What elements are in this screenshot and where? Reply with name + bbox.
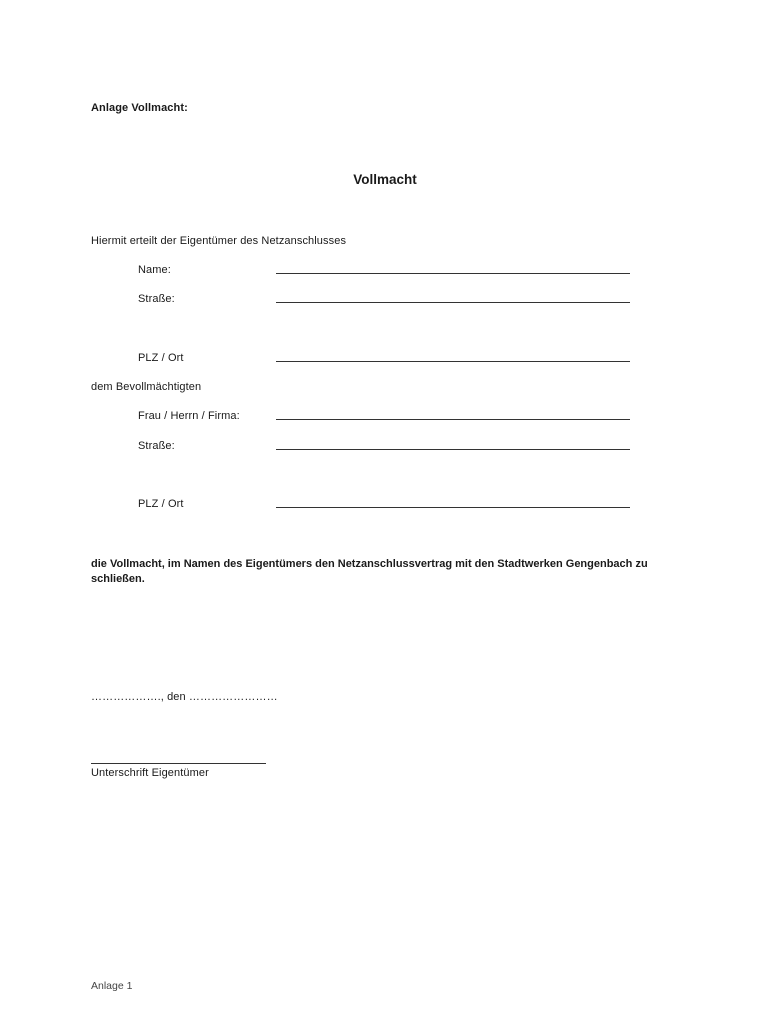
page-footer: Anlage 1 xyxy=(91,980,133,992)
agent-city-line xyxy=(276,507,630,508)
annex-heading: Anlage Vollmacht: xyxy=(91,102,188,114)
agent-name-line xyxy=(276,419,630,420)
agent-city-label: PLZ / Ort xyxy=(138,498,184,510)
signature-line xyxy=(91,763,266,764)
owner-name-line xyxy=(276,273,630,274)
agent-street-line xyxy=(276,449,630,450)
agent-name-label: Frau / Herrn / Firma: xyxy=(138,410,240,422)
owner-city-label: PLZ / Ort xyxy=(138,352,184,364)
intro-text: Hiermit erteilt der Eigentümer des Netzanschlusses xyxy=(91,235,347,247)
owner-name-label: Name: xyxy=(138,264,171,276)
agent-intro-text: dem Bevollmächtigten xyxy=(91,381,202,393)
place-date-line: ………………., den …………………… xyxy=(91,691,278,703)
owner-city-line xyxy=(276,361,630,362)
authorization-paragraph: die Vollmacht, im Namen des Eigentümers den Netzanschlussvertrag mit den Stadtwerken Gengenbach zu schließen. xyxy=(91,558,648,585)
agent-street-label: Straße: xyxy=(138,440,175,452)
owner-street-label: Straße: xyxy=(138,293,175,305)
signature-caption: Unterschrift Eigentümer xyxy=(91,767,209,779)
document-title: Vollmacht xyxy=(353,172,417,187)
owner-street-line xyxy=(276,302,630,303)
